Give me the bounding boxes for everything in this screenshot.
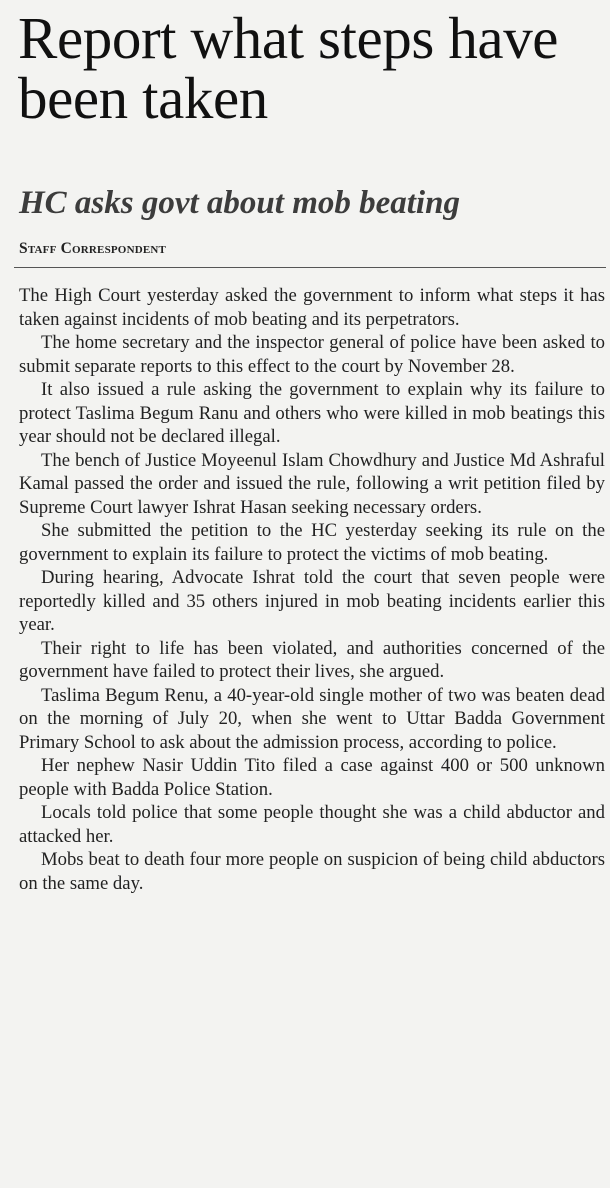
article-paragraph: Mobs beat to death four more people on suspicion of being child abductors on the same day. <box>19 849 605 894</box>
article-paragraph: It also issued a rule asking the government to explain why its failure to protect Taslima Begum Ranu and others who were killed in mob beatings this year should not be declared illegal. <box>19 379 605 447</box>
article-paragraph: The High Court yesterday asked the government to inform what steps it has taken against incidents of mob beating and its perpetrators. <box>19 285 605 330</box>
article-paragraph: During hearing, Advocate Ishrat told the court that seven people were reportedly killed and 35 others injured in mob beating incidents earlier this year. <box>19 567 605 635</box>
article-paragraph: Their right to life has been violated, and authorities concerned of the government have failed to protect their lives, she argued. <box>19 637 605 682</box>
byline: Staff Correspondent <box>19 240 167 257</box>
byline-divider <box>14 267 606 268</box>
subheadline: HC asks govt about mob beating <box>19 185 460 221</box>
article-paragraph: The home secretary and the inspector general of police have been asked to submit separate reports to this effect to the court by November 28. <box>19 332 605 377</box>
headline: Report what steps have been taken <box>18 5 559 131</box>
article-paragraph: Taslima Begum Renu, a 40-year-old single mother of two was beaten dead on the morning of July 20, when she went to Uttar Badda Government Primary School to ask about the admission process, according to police. <box>19 684 605 753</box>
article-paragraph: The bench of Justice Moyeenul Islam Chowdhury and Justice Md Ashraful Kamal passed the order and issued the rule, following a writ petition filed by Supreme Court lawyer Ishrat Hasan seeking necessary orders. <box>19 449 605 518</box>
article-paragraph: Her nephew Nasir Uddin Tito filed a case against 400 or 500 unknown people with Badda Police Station. <box>19 755 605 800</box>
article-paragraph: She submitted the petition to the HC yesterday seeking its rule on the government to explain its failure to protect the victims of mob beating. <box>19 520 605 565</box>
article-body <box>19 284 605 895</box>
article-paragraph: Locals told police that some people thought she was a child abductor and attacked her. <box>19 802 605 847</box>
